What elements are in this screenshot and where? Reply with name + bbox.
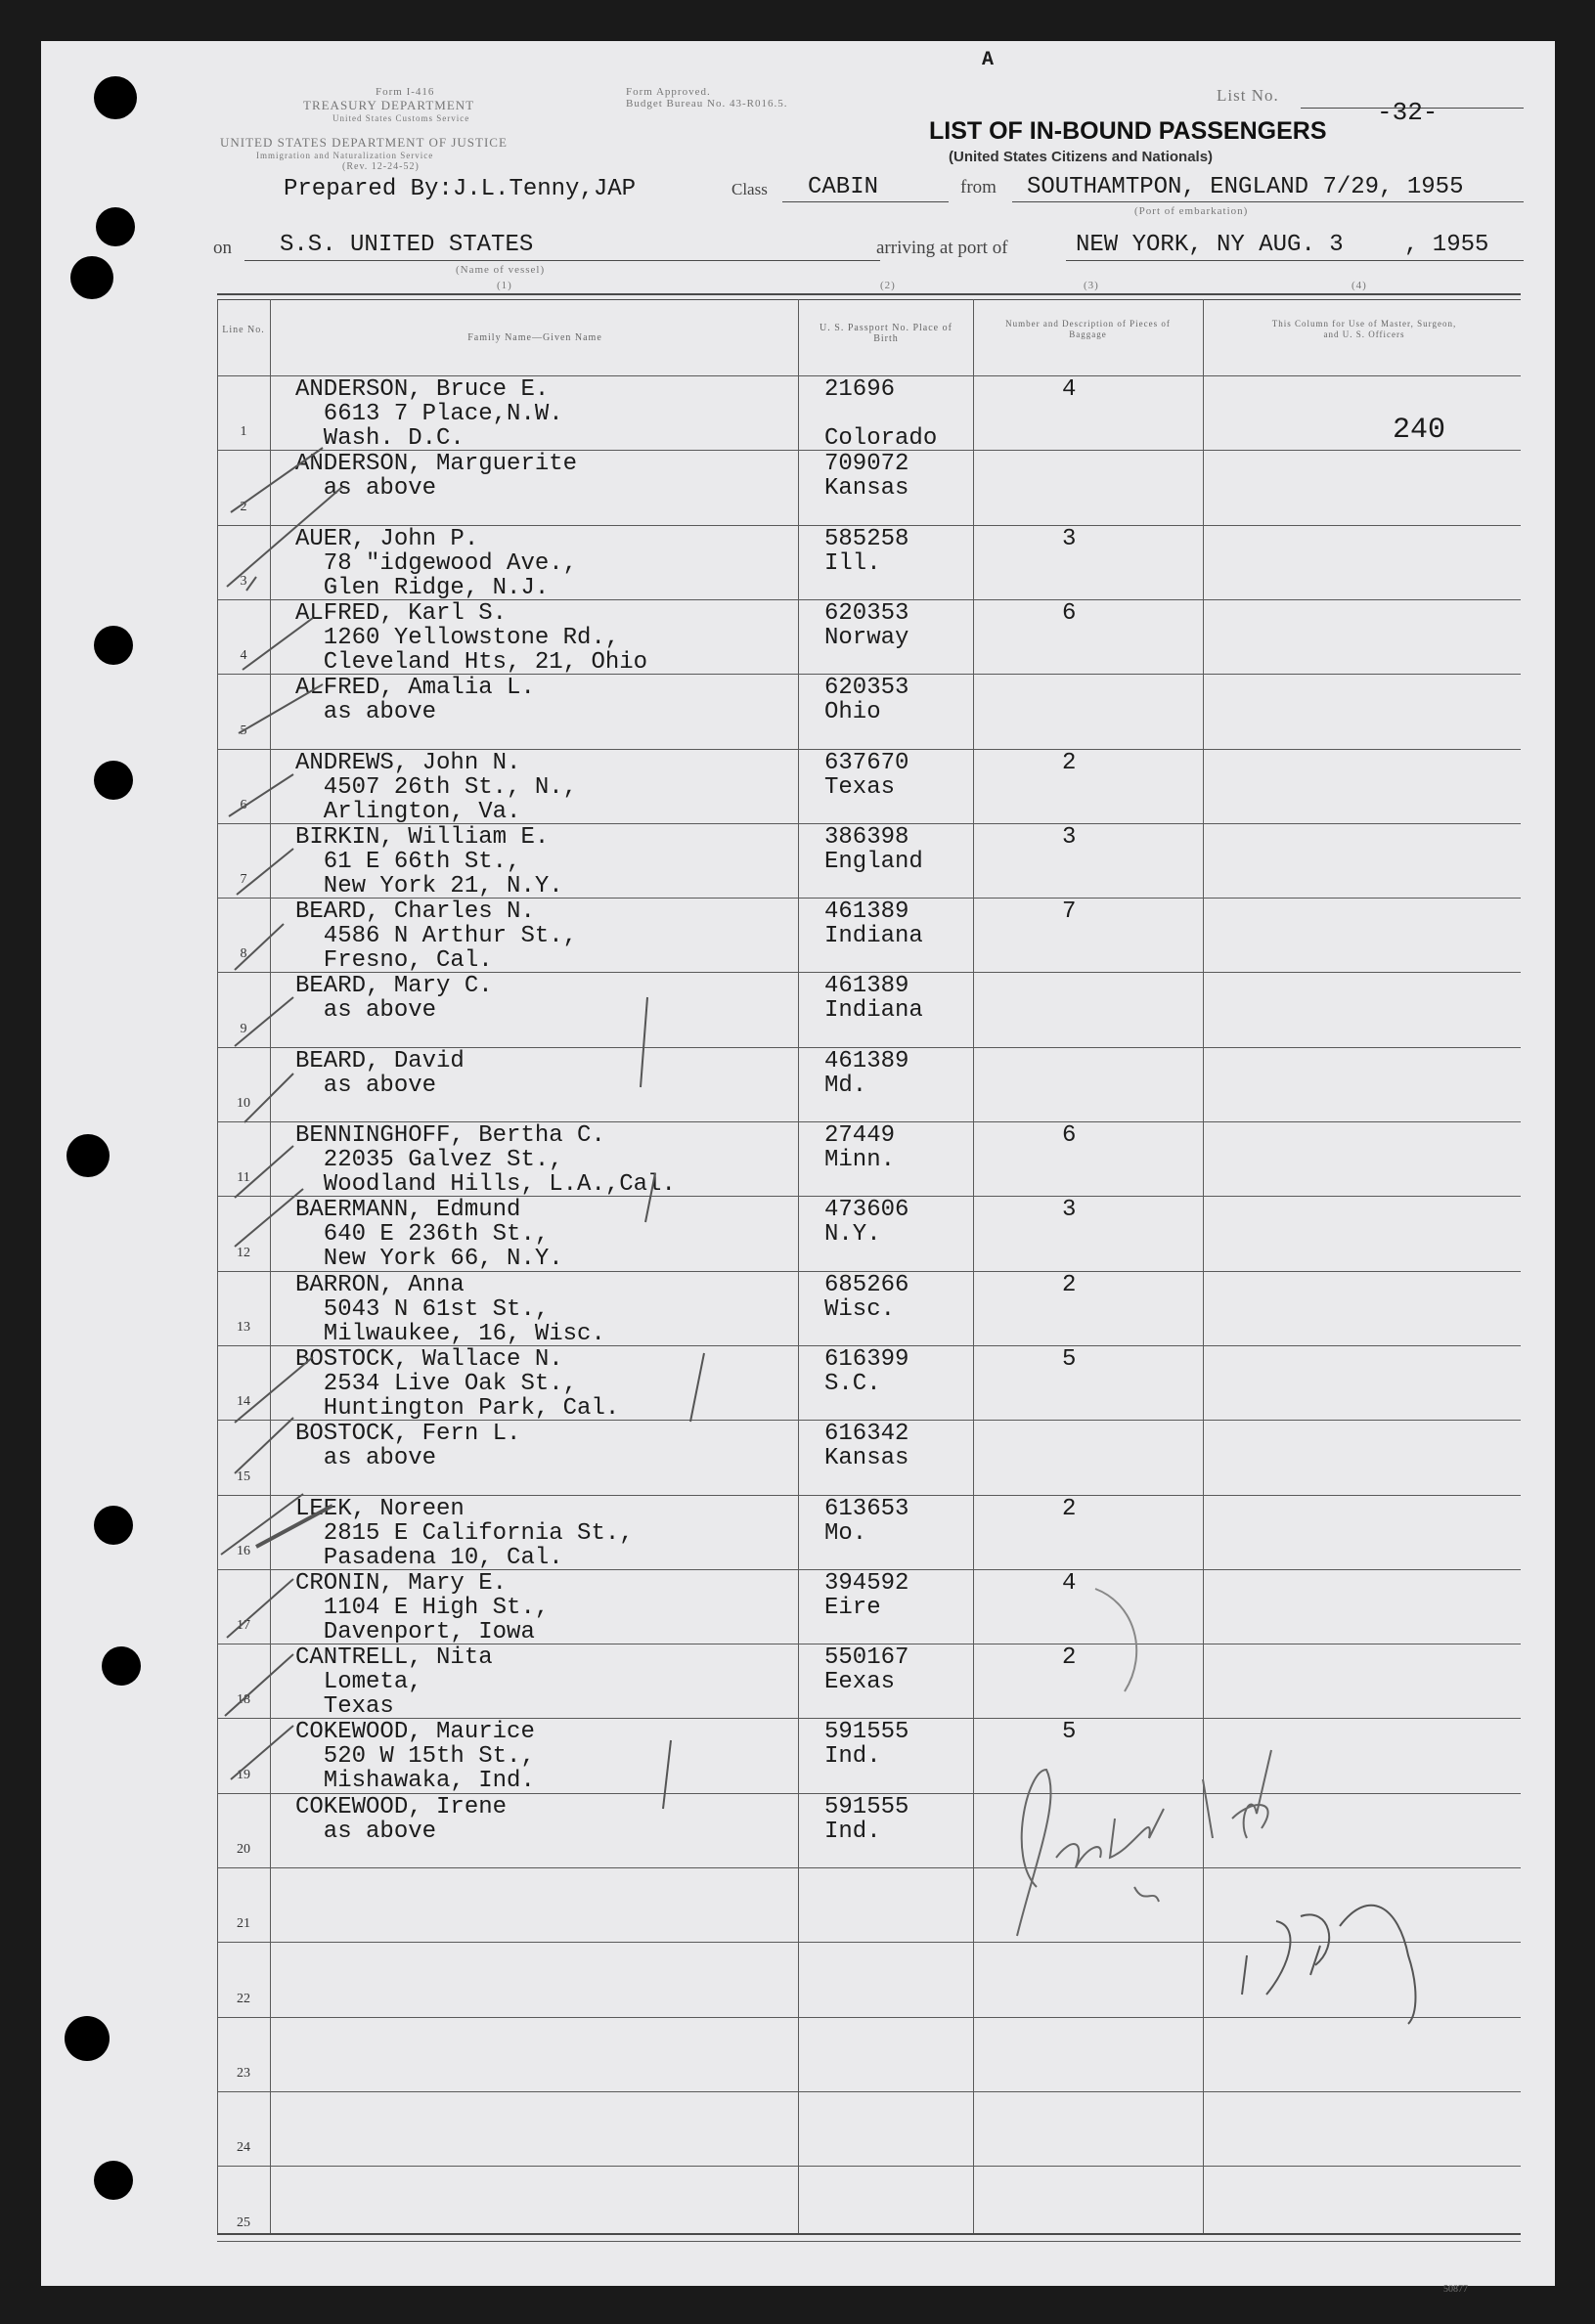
place-of-birth: England xyxy=(824,848,923,875)
baggage-count: 6 xyxy=(1062,599,1077,627)
col-number: (1) xyxy=(497,280,512,291)
passenger-name: BOSTOCK, Fern L. xyxy=(295,1421,521,1448)
line-number: 10 xyxy=(237,1096,250,1111)
passenger-address: Cleveland Hts, 21, Ohio xyxy=(295,648,648,676)
baggage-count: 2 xyxy=(1062,1271,1077,1298)
officer-note: 240 xyxy=(1393,414,1446,447)
passport-number: 709072 xyxy=(824,451,909,478)
passport-number: 620353 xyxy=(824,675,909,702)
passenger-name: BEARD, Mary C. xyxy=(295,973,493,1000)
line-number: 22 xyxy=(237,1991,250,2006)
passenger-address: as above xyxy=(295,1818,437,1845)
passport-number: 637670 xyxy=(824,749,909,776)
place-of-birth: Indiana xyxy=(824,997,923,1025)
col-number: (3) xyxy=(1084,280,1099,291)
list-no-label: List No. xyxy=(1217,86,1279,105)
line-number: 11 xyxy=(237,1170,250,1186)
baggage-count: 2 xyxy=(1062,749,1077,776)
passenger-name: COKEWOOD, Maurice xyxy=(295,1719,535,1746)
baggage-count: 5 xyxy=(1062,1345,1077,1373)
passport-number: 616342 xyxy=(824,1421,909,1448)
passport-number: 620353 xyxy=(824,599,909,627)
baggage-count: 4 xyxy=(1062,1569,1077,1597)
passenger-name: BIRKIN, William E. xyxy=(295,823,550,851)
line-number: 20 xyxy=(237,1842,250,1857)
line-number: 23 xyxy=(237,2065,250,2081)
col-header-baggage: Number and Description of Pieces of Baggage xyxy=(1005,319,1171,339)
arrival-port: NEW YORK, NY AUG. 3 xyxy=(1076,232,1344,258)
passenger-name: LEEK, Noreen xyxy=(295,1495,465,1522)
baggage-count: 5 xyxy=(1062,1719,1077,1746)
passenger-address: 520 W 15th St., xyxy=(295,1743,535,1771)
line-number: 8 xyxy=(240,946,247,962)
passport-number: 591555 xyxy=(824,1719,909,1746)
port-of-embarkation: SOUTHAMTPON, ENGLAND 7/29, 1955 xyxy=(1027,174,1464,200)
dept-immigration: Immigration and Naturalization Service xyxy=(256,151,434,160)
place-of-birth: Ind. xyxy=(824,1818,881,1845)
passenger-address: Woodland Hills, L.A.,Cal. xyxy=(295,1171,676,1198)
passport-number: 685266 xyxy=(824,1271,909,1298)
place-of-birth: Ill. xyxy=(824,549,881,577)
col-number: (4) xyxy=(1351,280,1367,291)
passenger-address: 1104 E High St., xyxy=(295,1594,550,1621)
passenger-name: ANDERSON, Bruce E. xyxy=(295,376,550,403)
line-number: 24 xyxy=(237,2140,250,2156)
passport-number: 550167 xyxy=(824,1644,909,1672)
pen-stroke xyxy=(645,1173,655,1222)
place-of-birth: S.C. xyxy=(824,1370,881,1397)
baggage-count: 4 xyxy=(1062,376,1077,403)
place-of-birth: Kansas xyxy=(824,475,909,503)
vessel-name: S.S. UNITED STATES xyxy=(280,232,534,258)
passenger-address: Huntington Park, Cal. xyxy=(295,1394,620,1422)
passenger-address: as above xyxy=(295,699,437,726)
passenger-address: 2534 Live Oak St., xyxy=(295,1370,578,1397)
dept-customs: United States Customs Service xyxy=(332,113,470,123)
passenger-name: CRONIN, Mary E. xyxy=(295,1569,508,1597)
check-mark xyxy=(237,849,293,895)
line-number: 15 xyxy=(237,1469,250,1484)
passenger-address: 6613 7 Place,N.W. xyxy=(295,401,563,427)
passport-number: 394592 xyxy=(824,1569,909,1597)
passenger-address: New York 21, N.Y. xyxy=(295,872,563,899)
arrival-year: , 1955 xyxy=(1404,232,1489,258)
check-mark xyxy=(235,997,293,1046)
passenger-name: COKEWOOD, Irene xyxy=(295,1793,508,1820)
baggage-count: 7 xyxy=(1062,899,1077,926)
check-mark xyxy=(243,618,313,670)
line-number: 25 xyxy=(237,2214,250,2230)
dept-justice: UNITED STATES DEPARTMENT OF JUSTICE xyxy=(220,135,508,150)
passport-number: 473606 xyxy=(824,1197,909,1224)
passenger-name: ALFRED, Amalia L. xyxy=(295,675,535,702)
place-of-birth: Minn. xyxy=(824,1147,896,1173)
passport-number: 461389 xyxy=(824,899,909,926)
top-mark: A xyxy=(982,49,995,71)
passport-number: 591555 xyxy=(824,1793,909,1820)
col-header-officers: This Column for Use of Master, Surgeon, and U. S. Officers xyxy=(1271,319,1457,339)
passenger-address: Texas xyxy=(295,1693,394,1721)
passenger-address: 4586 N Arthur St., xyxy=(295,923,578,950)
dept-treasury: TREASURY DEPARTMENT xyxy=(303,98,475,112)
baggage-count: 2 xyxy=(1062,1495,1077,1522)
check-mark xyxy=(229,774,293,816)
passenger-address: Glen Ridge, N.J. xyxy=(295,574,550,601)
passenger-address: 22035 Galvez St., xyxy=(295,1147,563,1173)
stamp-arc xyxy=(1095,1589,1136,1691)
line-number: 16 xyxy=(237,1543,250,1558)
check-mark xyxy=(235,1418,293,1473)
passenger-address: as above xyxy=(295,1445,437,1472)
place-of-birth: Colorado xyxy=(824,425,938,452)
check-mark xyxy=(227,1579,293,1638)
place-of-birth: Mo. xyxy=(824,1519,867,1547)
check-mark xyxy=(235,924,284,970)
passenger-name: AUER, John P. xyxy=(295,525,479,552)
check-mark xyxy=(235,1189,303,1247)
footer-code: 50877 xyxy=(1443,2284,1468,2295)
passenger-address: 4507 26th St., N., xyxy=(295,773,578,801)
passenger-address: as above xyxy=(295,475,437,503)
passenger-name: BEARD, Charles N. xyxy=(295,899,535,926)
from-label: from xyxy=(960,177,997,197)
check-mark xyxy=(256,1506,332,1547)
passport-number: 386398 xyxy=(824,823,909,851)
passport-number: 461389 xyxy=(824,1047,909,1074)
port-embark-label: (Port of embarkation) xyxy=(1134,205,1249,217)
passenger-address: Fresno, Cal. xyxy=(295,947,493,975)
col-number: (2) xyxy=(880,280,896,291)
passenger-address: Davenport, Iowa xyxy=(295,1618,535,1645)
place-of-birth: N.Y. xyxy=(824,1221,881,1249)
signature xyxy=(1242,1906,1416,2024)
place-of-birth: Eexas xyxy=(824,1669,896,1696)
passenger-address: New York 66, N.Y. xyxy=(295,1246,563,1273)
line-number: 13 xyxy=(237,1319,250,1335)
passenger-address: Mishawaka, Ind. xyxy=(295,1768,535,1795)
pen-stroke xyxy=(641,997,647,1087)
on-label: on xyxy=(213,238,232,258)
form-revision: (Rev. 12-24-52) xyxy=(342,161,420,172)
passport-number: 585258 xyxy=(824,525,909,552)
passenger-address: 2815 E California St., xyxy=(295,1519,634,1547)
line-number: 19 xyxy=(237,1767,250,1782)
signature xyxy=(1203,1750,1271,1838)
line-number: 5 xyxy=(240,723,247,738)
col-header-name: Family Name—Given Name xyxy=(467,332,602,343)
passenger-address: Arlington, Va. xyxy=(295,798,521,825)
baggage-count: 3 xyxy=(1062,823,1077,851)
check-mark xyxy=(246,577,256,591)
col-header-passport: U. S. Passport No. Place of Birth xyxy=(820,323,953,344)
line-number: 4 xyxy=(240,648,247,664)
passport-number: 616399 xyxy=(824,1345,909,1373)
passenger-address: as above xyxy=(295,1072,437,1099)
passport-number: 461389 xyxy=(824,973,909,1000)
line-number: 12 xyxy=(237,1245,250,1260)
place-of-birth: Ohio xyxy=(824,699,881,726)
form-number: Form I-416 xyxy=(376,86,435,98)
passenger-address: as above xyxy=(295,997,437,1025)
budget-bureau: Budget Bureau No. 43-R016.5. xyxy=(626,98,788,110)
prepared-by: Prepared By:J.L.Tenny,JAP xyxy=(284,176,637,202)
passport-number: 27449 xyxy=(824,1122,896,1149)
place-of-birth: Md. xyxy=(824,1072,867,1099)
place-of-birth: Norway xyxy=(824,624,909,651)
passenger-name: BENNINGHOFF, Bertha C. xyxy=(295,1122,605,1149)
place-of-birth: Texas xyxy=(824,773,896,801)
signature xyxy=(1017,1770,1164,1936)
line-number: 21 xyxy=(237,1916,250,1932)
passenger-name: BAERMANN, Edmund xyxy=(295,1197,521,1224)
check-mark xyxy=(235,1146,293,1198)
passenger-name: CANTRELL, Nita xyxy=(295,1644,493,1672)
passenger-address: Milwaukee, 16, Wisc. xyxy=(295,1320,605,1347)
arriving-label: arriving at port of xyxy=(876,238,1008,258)
place-of-birth: Eire xyxy=(824,1594,881,1621)
line-number: 17 xyxy=(237,1618,250,1634)
check-mark xyxy=(231,448,323,512)
line-number: 1 xyxy=(240,424,247,440)
line-number: 3 xyxy=(240,573,247,589)
form-approved: Form Approved. xyxy=(626,86,711,98)
passenger-name: ANDREWS, John N. xyxy=(295,749,521,776)
passenger-name: ALFRED, Karl S. xyxy=(295,599,508,627)
vessel-label: (Name of vessel) xyxy=(456,264,546,276)
passenger-name: BOSTOCK, Wallace N. xyxy=(295,1345,563,1373)
passport-number: 613653 xyxy=(824,1495,909,1522)
pen-stroke xyxy=(663,1740,671,1809)
baggage-count: 6 xyxy=(1062,1122,1077,1149)
place-of-birth: Kansas xyxy=(824,1445,909,1472)
passenger-name: BEARD, David xyxy=(295,1047,465,1074)
passenger-address: Wash. D.C. xyxy=(295,425,465,452)
list-number: -32- xyxy=(1377,98,1439,127)
class-value: CABIN xyxy=(808,174,879,200)
passenger-name: BARRON, Anna xyxy=(295,1271,465,1298)
baggage-count: 3 xyxy=(1062,525,1077,552)
line-number: 9 xyxy=(240,1021,247,1036)
passenger-address: 61 E 66th St., xyxy=(295,848,521,875)
class-label: Class xyxy=(731,180,768,198)
passenger-name: ANDERSON, Marguerite xyxy=(295,451,578,478)
passenger-address: 1260 Yellowstone Rd., xyxy=(295,624,620,651)
line-number: 2 xyxy=(240,499,247,514)
check-mark xyxy=(235,1357,313,1423)
check-mark xyxy=(225,1654,293,1716)
baggage-count: 2 xyxy=(1062,1644,1077,1672)
line-number: 18 xyxy=(237,1692,250,1708)
check-mark xyxy=(231,1726,293,1779)
passenger-address: Pasadena 10, Cal. xyxy=(295,1544,563,1571)
passenger-address: 78 "idgewood Ave., xyxy=(295,549,578,577)
line-number: 6 xyxy=(240,797,247,812)
baggage-count: 3 xyxy=(1062,1197,1077,1224)
place-of-birth: Ind. xyxy=(824,1743,881,1771)
passenger-address: Lometa, xyxy=(295,1669,422,1696)
form-subtitle: (United States Citizens and Nationals) xyxy=(949,149,1214,165)
passport-number: 21696 xyxy=(824,376,896,403)
check-mark xyxy=(244,1074,293,1122)
col-header-line-no: Line No. xyxy=(222,325,265,335)
passenger-address: 5043 N 61st St., xyxy=(295,1295,550,1323)
place-of-birth: Indiana xyxy=(824,923,923,950)
line-number: 14 xyxy=(237,1394,250,1410)
form-title: LIST OF IN-BOUND PASSENGERS xyxy=(929,117,1327,145)
check-mark xyxy=(239,684,323,733)
line-number: 7 xyxy=(240,872,247,888)
pen-stroke xyxy=(690,1353,704,1422)
place-of-birth: Wisc. xyxy=(824,1295,896,1323)
passenger-address: 640 E 236th St., xyxy=(295,1221,550,1249)
